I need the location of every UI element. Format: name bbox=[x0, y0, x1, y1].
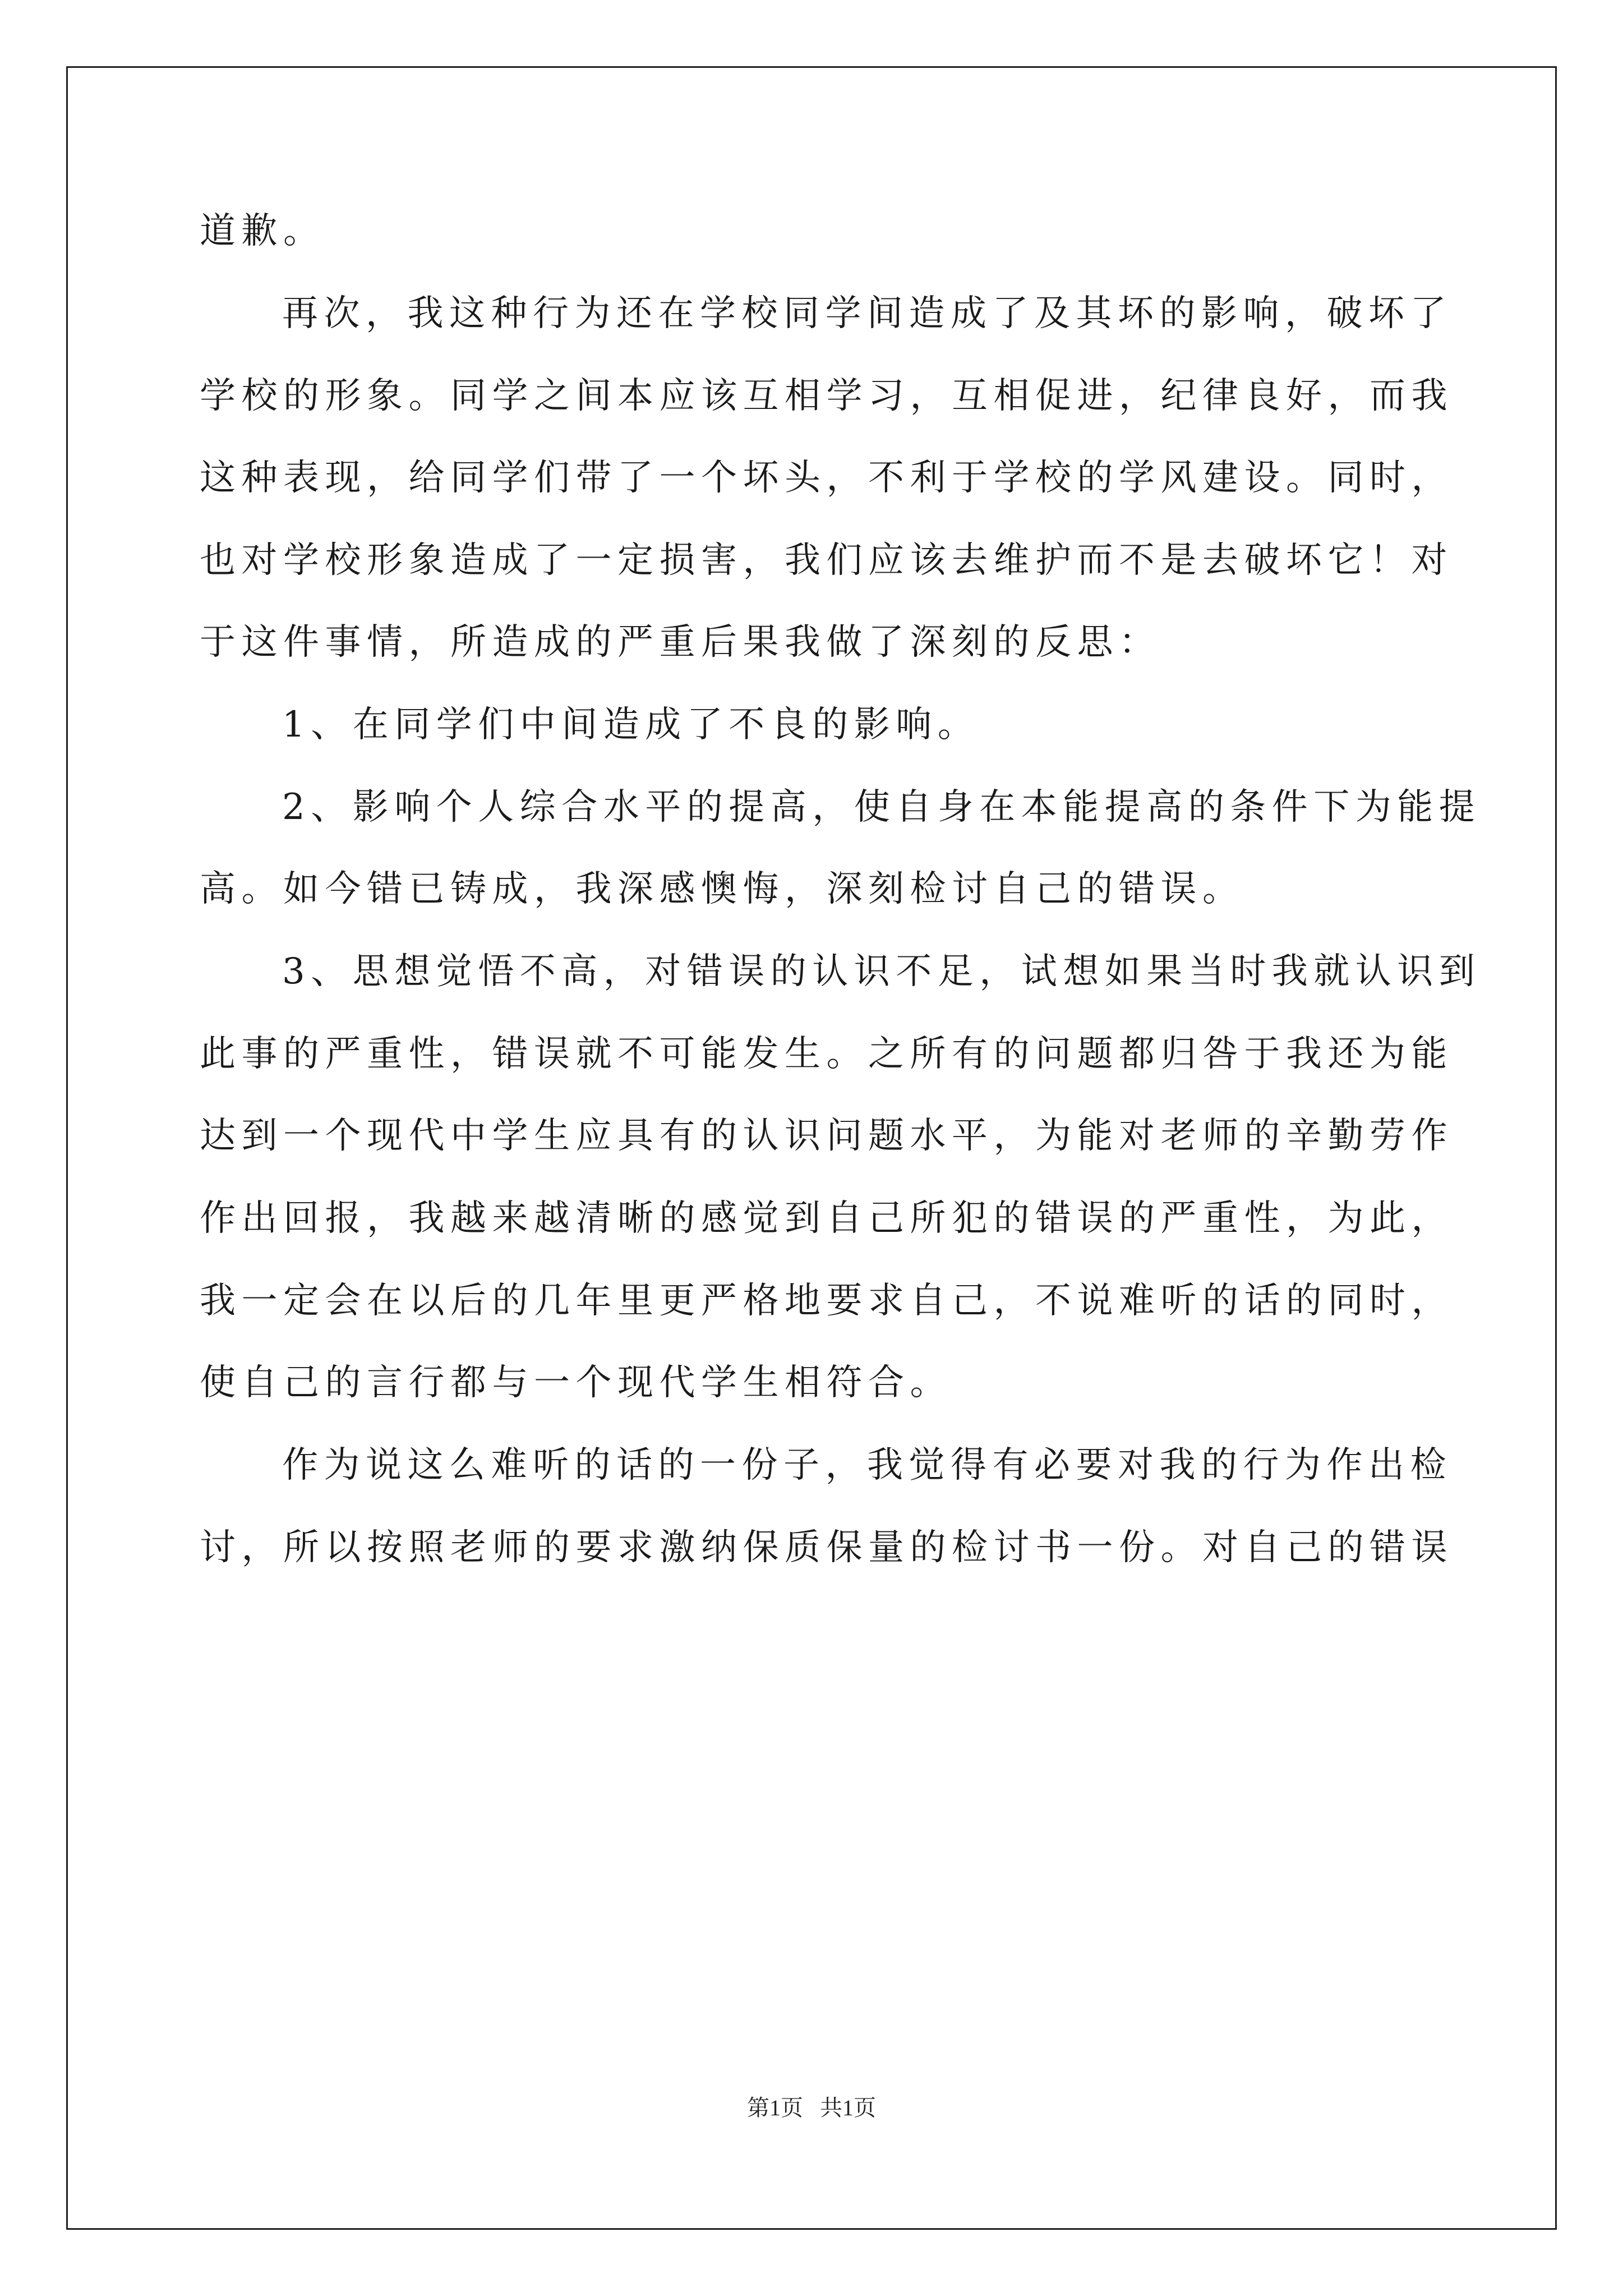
list-item: 3、思想觉悟不高，对错误的认识不足，试想如果当时我就认识到 bbox=[282, 951, 1481, 992]
page-number: 第1页 bbox=[747, 2095, 803, 2120]
paragraph-line: 作为说这么难听的话的一份子，我觉得有必要对我的行为作出检 bbox=[282, 1444, 1452, 1486]
list-item: 1、在同学们中间造成了不良的影响。 bbox=[282, 704, 980, 746]
text-line: 于这件事情，所造成的严重后果我做了深刻的反思： bbox=[200, 622, 1161, 663]
text-line: 作出回报，我越来越清晰的感觉到自己所犯的错误的严重性，为此， bbox=[200, 1198, 1453, 1239]
text-line: 学校的形象。同学之间本应该互相学习，互相促进，纪律良好，而我 bbox=[200, 375, 1453, 417]
text-line: 道歉。 bbox=[200, 210, 325, 252]
text-line: 也对学校形象造成了一定损害，我们应该去维护而不是去破坏它！对 bbox=[200, 540, 1453, 581]
text-line: 此事的严重性，错误就不可能发生。之所有的问题都归咎于我还为能 bbox=[200, 1033, 1453, 1075]
text-line: 高。如今错已铸成，我深感懊悔，深刻检讨自己的错误。 bbox=[200, 868, 1244, 910]
page-footer bbox=[0, 2097, 1623, 2119]
text-line: 这种表现，给同学们带了一个坏头，不利于学校的学风建设。同时， bbox=[200, 457, 1453, 499]
text-line: 我一定会在以后的几年里更严格地要求自己，不说难听的话的同时， bbox=[200, 1280, 1453, 1322]
page-total: 共1页 bbox=[820, 2095, 876, 2120]
text-line: 使自己的言行都与一个现代学生相符合。 bbox=[200, 1362, 952, 1404]
list-item: 2、影响个人综合水平的提高，使自身在本能提高的条件下为能提 bbox=[282, 786, 1481, 828]
text-line: 达到一个现代中学生应具有的认识问题水平，为能对老师的辛勤劳作 bbox=[200, 1115, 1453, 1157]
text-line: 讨，所以按照老师的要求激纳保质保量的检讨书一份。对自己的错误 bbox=[200, 1527, 1453, 1568]
paragraph-line: 再次，我这种行为还在学校同学间造成了及其坏的影响，破坏了 bbox=[282, 293, 1452, 334]
